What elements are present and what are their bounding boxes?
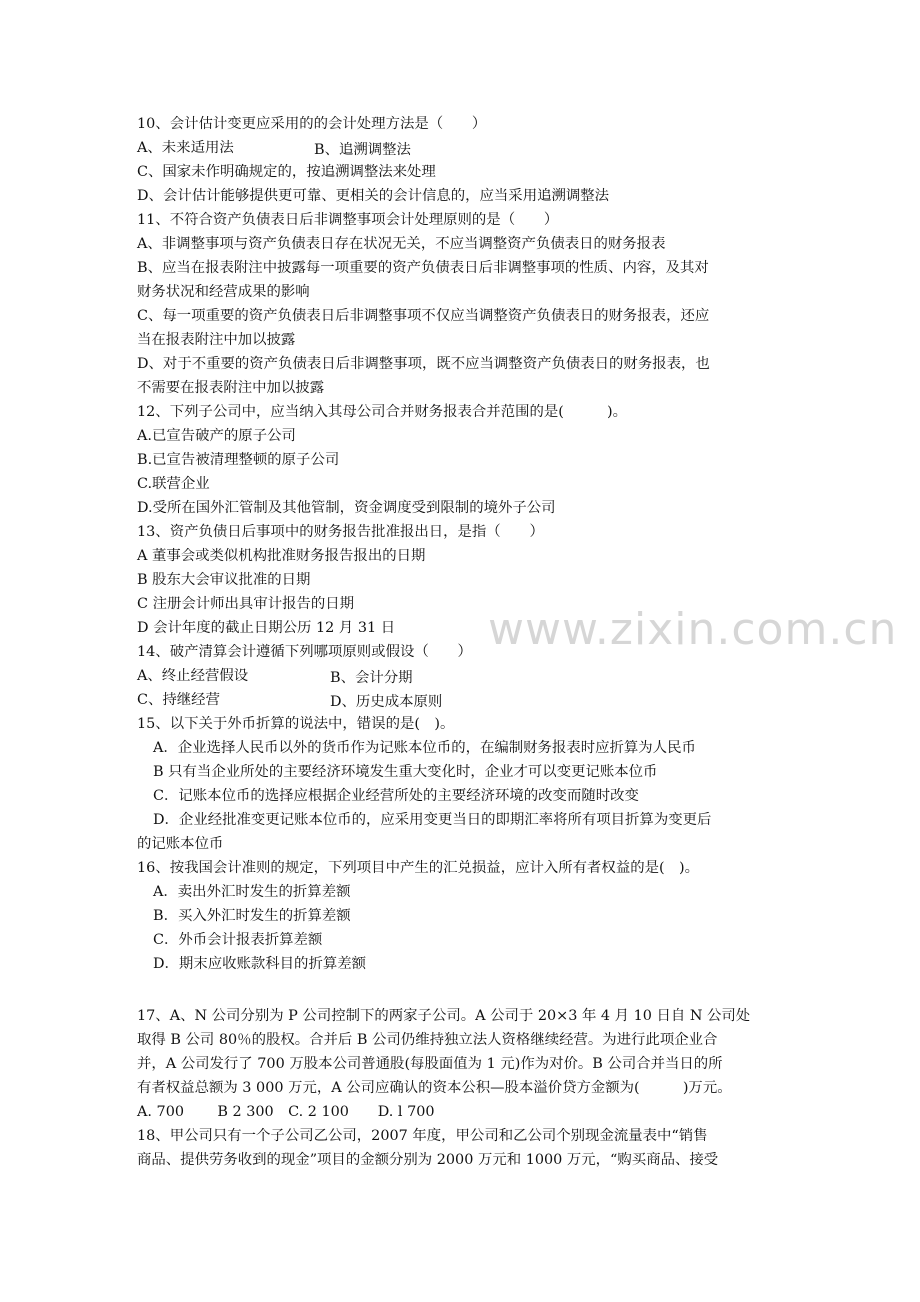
option-12c: C.联营企业: [137, 476, 210, 492]
question-12: 12、下列子公司中，应当纳入其母公司合并财务报表合并范围的是( )。: [137, 404, 628, 420]
question-16: 16、按我国会计准则的规定，下列项目中产生的汇兑损益，应计入所有者权益的是( )。: [137, 860, 699, 876]
option-14a: A、终止经营假设: [137, 668, 249, 684]
option-11c-cont: 当在报表附注中加以披露: [137, 332, 296, 348]
option-11a: A、非调整事项与资产负债表日存在状况无关，不应当调整资产负债表日的财务报表: [137, 236, 666, 252]
watermark: www.zixin.com.cn: [488, 604, 898, 655]
question-18: 18、甲公司只有一个子公司乙公司，2007 年度，甲公司和乙公司个别现金流量表中“销售: [137, 1128, 708, 1144]
option-16d: D．期末应收账款科目的折算差额: [153, 956, 367, 972]
option-15b: B 只有当企业所处的主要经济环境发生重大变化时，企业才可以变更记账本位币: [153, 764, 658, 780]
question-17-cont3: 有者权益总额为 3 000 万元，A 公司应确认的资本公积—股本溢价贷方金额为( )万元。: [137, 1080, 732, 1096]
option-10b: B、追溯调整法: [314, 142, 411, 158]
option-15a: A．企业选择人民币以外的货币作为记账本位币的，在编制财务报表时应折算为人民币: [153, 740, 696, 756]
question-10: 10、会计估计变更应采用的的会计处理方法是（ ）: [137, 116, 487, 132]
option-12a: A.已宣告破产的原子公司: [137, 428, 296, 444]
question-17-cont2: 并，A 公司发行了 700 万股本公司普通股(每股面值为 1 元)作为对价。B 公司合并当日的所: [137, 1056, 723, 1072]
option-14c: C、持继经营: [137, 692, 220, 708]
option-12d: D.受所在国外汇管制及其他管制，资金调度受到限制的境外子公司: [137, 500, 556, 516]
option-12b: B.已宣告被清理整顿的原子公司: [137, 452, 340, 468]
option-11b-cont: 财务状况和经营成果的影响: [137, 284, 310, 300]
question-14: 14、破产清算会计遵循下列哪项原则或假设（ ）: [137, 644, 472, 660]
option-11d: D、对于不重要的资产负债表日后非调整事项，既不应当调整资产负债表日的财务报表，也: [137, 356, 710, 372]
question-13: 13、资产负债日后事项中的财务报告批准报出日，是指（ ）: [137, 524, 544, 540]
option-14b: B、会计分期: [330, 670, 413, 686]
question-17: 17、A、N 公司分别为 P 公司控制下的两家子公司。A 公司于 20×3 年 4 月 10 日自 N 公司处: [137, 1008, 751, 1024]
option-15c: C．记账本位币的选择应根据企业经营所处的主要经济环境的改变而随时改变: [153, 788, 639, 804]
option-10a: A、未来适用法: [137, 140, 234, 156]
option-11c: C、每一项重要的资产负债表日后非调整事项不仅应当调整资产负债表日的财务报表，还应: [137, 308, 710, 324]
option-16b: B．买入外汇时发生的折算差额: [153, 908, 351, 924]
option-13a: A 董事会或类似机构批准财务报告报出的日期: [137, 548, 426, 564]
option-16a: A．卖出外汇时发生的折算差额: [153, 884, 351, 900]
question-15: 15、以下关于外币折算的说法中，错误的是( )。: [137, 716, 455, 732]
option-16c: C．外币会计报表折算差额: [153, 932, 323, 948]
question-11: 11、不符合资产负债表日后非调整事项会计处理原则的是（ ）: [137, 212, 559, 228]
option-15d: D．企业经批准变更记账本位币的，应采用变更当日的即期汇率将所有项目折算为变更后: [153, 812, 712, 828]
option-11b: B、应当在报表附注中披露每一项重要的资产负债表日后非调整事项的性质、内容，及其对: [137, 260, 709, 276]
option-14d: D、历史成本原则: [330, 694, 443, 710]
option-13d: D 会计年度的截止日期公历 12 月 31 日: [137, 620, 396, 636]
options-17: A. 700 B 2 300 C. 2 100 D. l 700: [137, 1104, 435, 1120]
option-10d: D、会计估计能够提供更可靠、更相关的会计信息的，应当采用追溯调整法: [137, 188, 610, 204]
question-17-cont1: 取得 B 公司 80％的股权。合并后 B 公司仍维持独立法人资格继续经营。为进行此项企业合: [137, 1032, 718, 1048]
option-13b: B 股东大会审议批准的日期: [137, 572, 311, 588]
option-11d-cont: 不需要在报表附注中加以披露: [137, 380, 325, 396]
question-18-cont: 商品、提供劳务收到的现金”项目的金额分别为 2000 万元和 1000 万元，“购买商品、接受: [137, 1152, 719, 1168]
option-15d-cont: 的记账本位币: [137, 836, 224, 852]
option-10c: C、国家未作明确规定的，按追溯调整法来处理: [137, 164, 436, 180]
option-13c: C 注册会计师出具审计报告的日期: [137, 596, 355, 612]
